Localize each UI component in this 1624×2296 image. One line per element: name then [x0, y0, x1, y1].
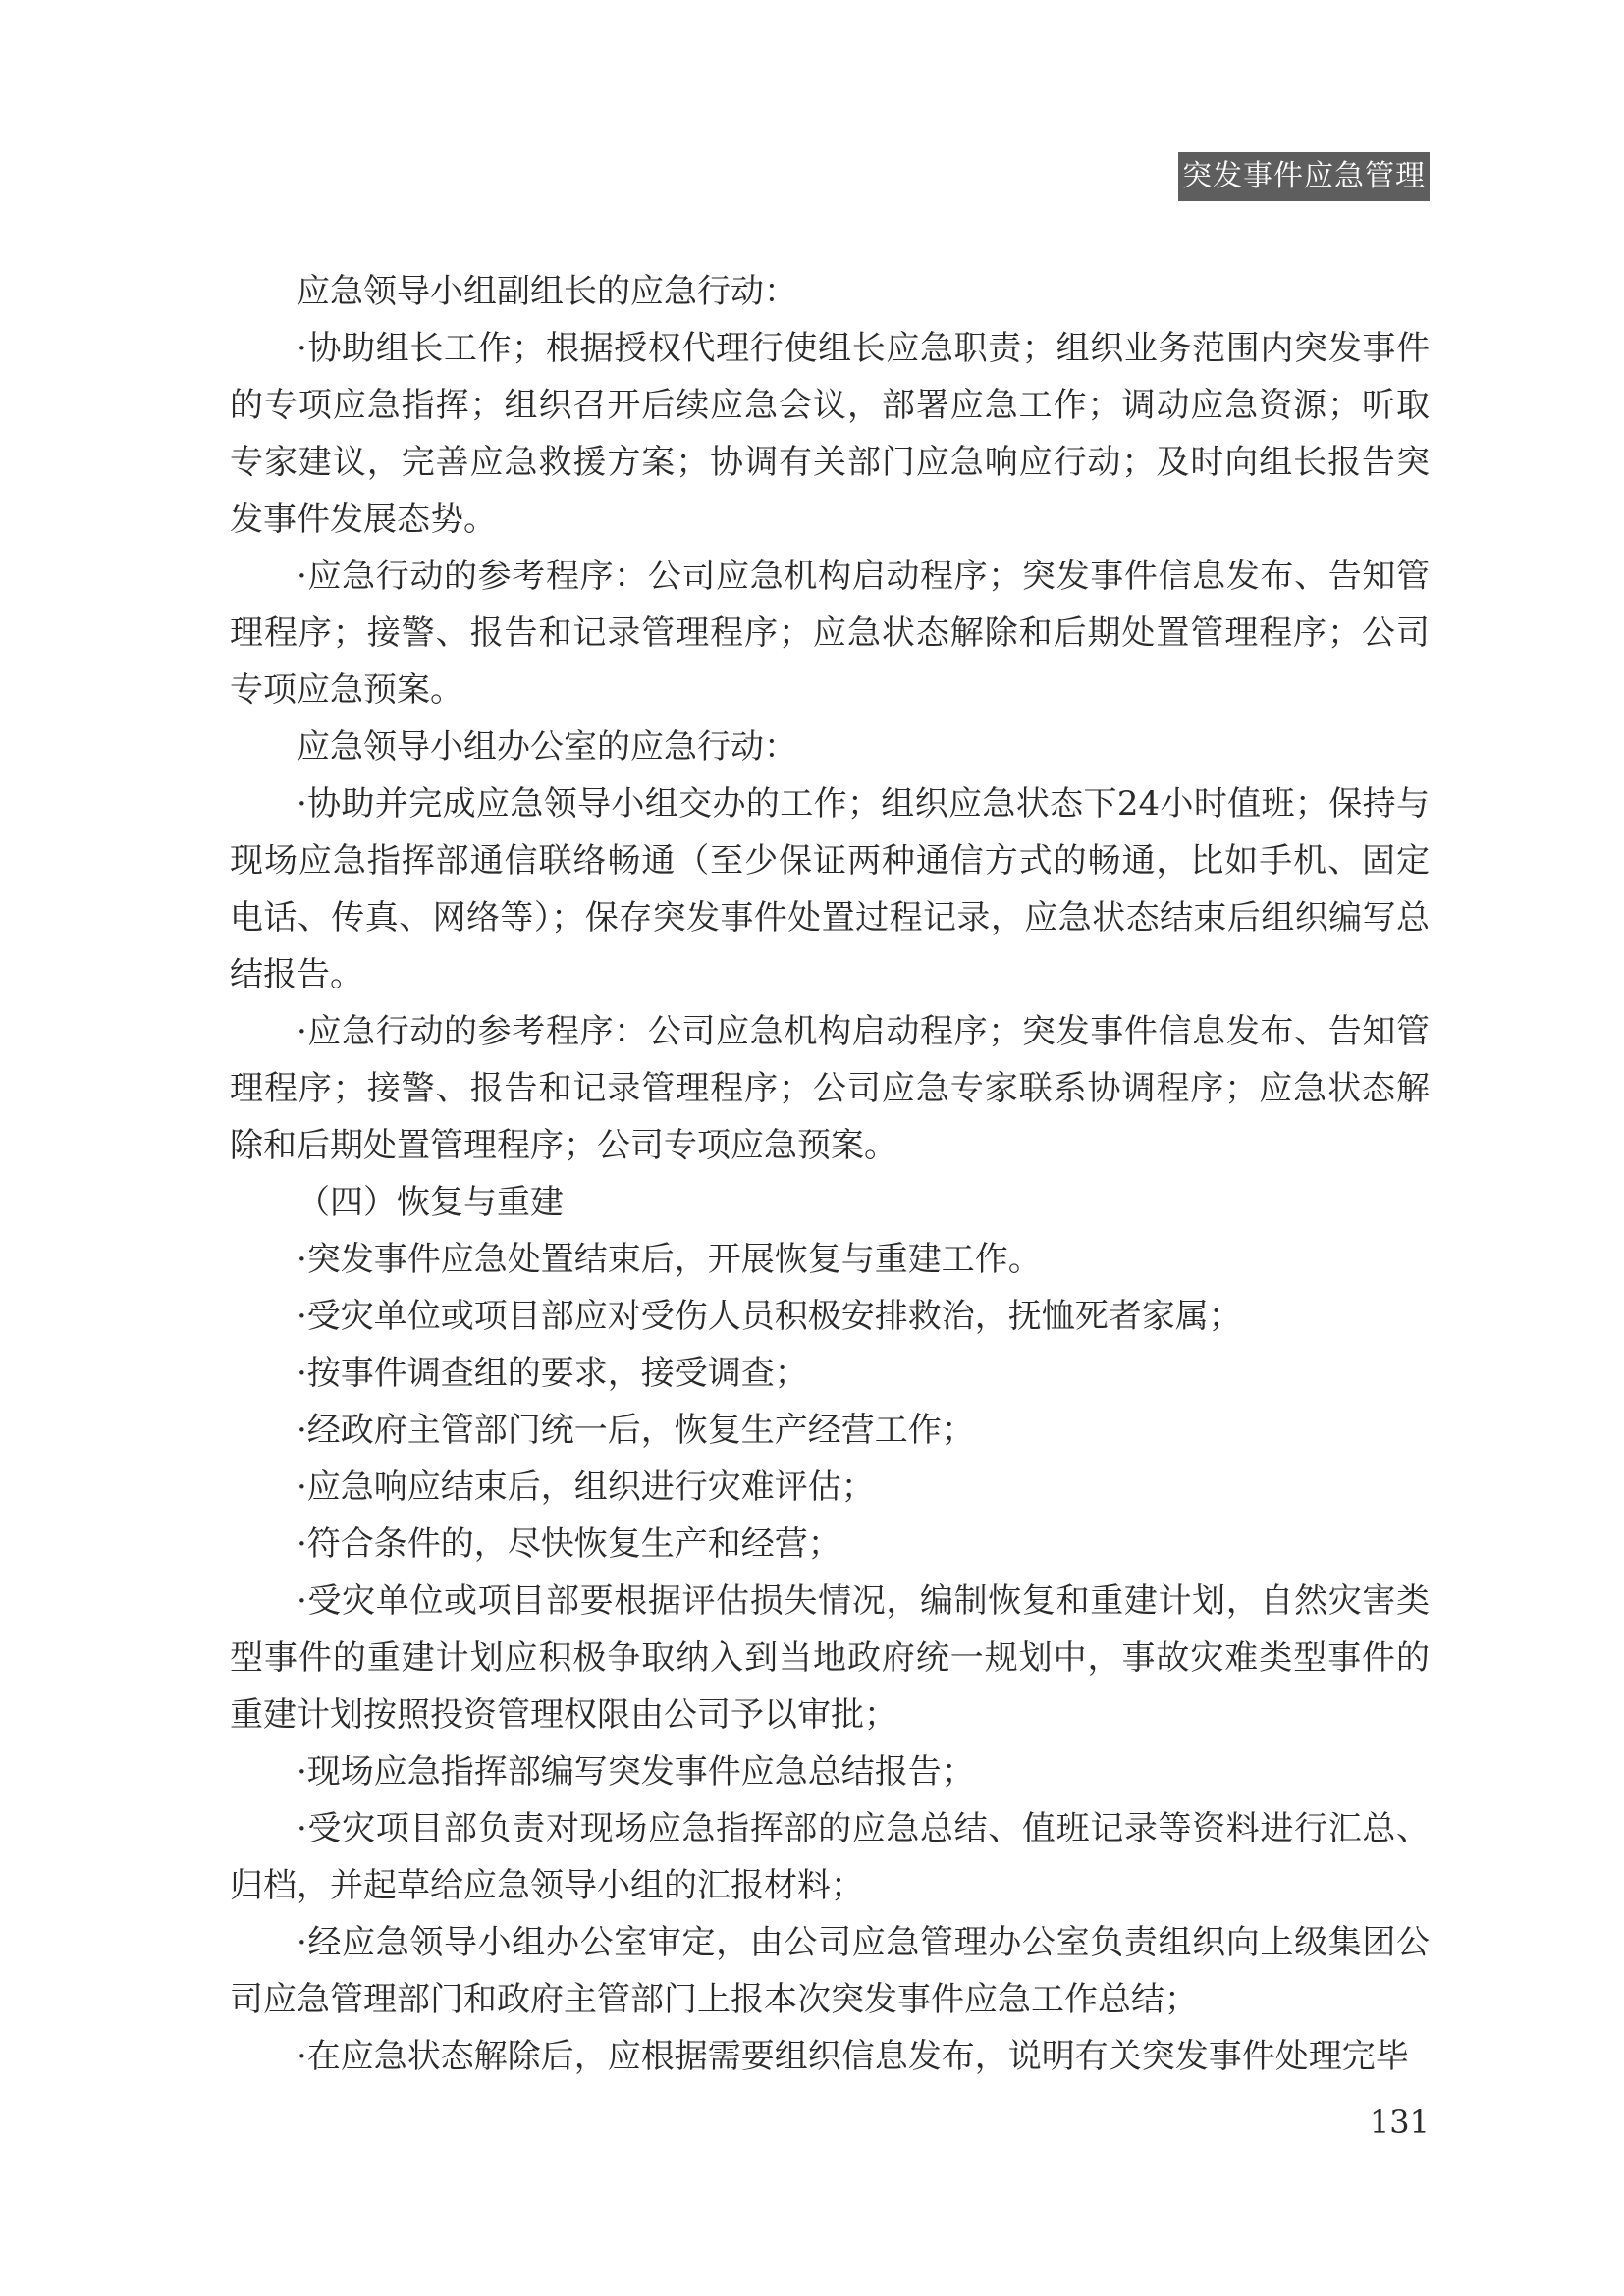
- paragraph: ·受灾单位或项目部应对受伤人员积极安排救治，抚恤死者家属；: [297, 1297, 1242, 1336]
- paragraph: ·受灾项目部负责对现场应急指挥部的应急总结、值班记录等资料进行汇总、归档，并起草给应急领导小组的汇报材料；: [230, 1809, 1430, 1905]
- paragraph: ·协助组长工作；根据授权代理行使组长应急职责；组织业务范围内突发事件的专项应急指挥；组织召开后续应急会议，部署应急工作；调动应急资源；听取专家建议，完善应急救援方案；协调有关部门应急响应行动；及时向组长报告突发事件发展态势。: [230, 329, 1430, 539]
- paragraph: ·突发事件应急处置结束后，开展恢复与重建工作。: [297, 1240, 1042, 1279]
- paragraph: ·应急响应结束后，组织进行灾难评估；: [297, 1468, 875, 1507]
- paragraph: ·受灾单位或项目部要根据评估损失情况，编制恢复和重建计划，自然灾害类型事件的重建计划应积极争取纳入到当地政府统一规划中，事故灾难类型事件的重建计划按照投资管理权限由公司予以审批；: [230, 1581, 1430, 1735]
- paragraph: ·协助并完成应急领导小组交办的工作；组织应急状态下24小时值班；保持与现场应急指挥部通信联络畅通（至少保证两种通信方式的畅通，比如手机、固定电话、传真、网络等）；保存突发事件处置过程记录，应急状态结束后组织编写总结报告。: [230, 784, 1430, 994]
- subsection-heading: （四）恢复与重建: [297, 1183, 564, 1222]
- paragraph: 应急领导小组办公室的应急行动：: [297, 727, 797, 767]
- paragraph: 应急领导小组副组长的应急行动：: [297, 272, 797, 311]
- paragraph: ·按事件调查组的要求，接受调查；: [297, 1354, 808, 1393]
- page-number: 131: [1369, 2104, 1430, 2141]
- paragraph: ·应急行动的参考程序：公司应急机构启动程序；突发事件信息发布、告知管理程序；接警、报告和记录管理程序；应急状态解除和后期处置管理程序；公司专项应急预案。: [230, 557, 1430, 710]
- paragraph: ·在应急状态解除后，应根据需要组织信息发布，说明有关突发事件处理完毕: [297, 2037, 1409, 2076]
- paragraph: ·经应急领导小组办公室审定，由公司应急管理办公室负责组织向上级集团公司应急管理部门和政府主管部门上报本次突发事件应急工作总结；: [230, 1923, 1430, 2019]
- page-body: [230, 263, 1430, 2085]
- paragraph: ·应急行动的参考程序：公司应急机构启动程序；突发事件信息发布、告知管理程序；接警、报告和记录管理程序；公司应急专家联系协调程序；应急状态解除和后期处置管理程序；公司专项应急预案。: [230, 1012, 1430, 1165]
- paragraph: ·现场应急指挥部编写突发事件应急总结报告；: [297, 1752, 975, 1791]
- paragraph: ·符合条件的，尽快恢复生产和经营；: [297, 1524, 841, 1564]
- section-title-tag: 突发事件应急管理: [1178, 152, 1430, 201]
- paragraph: ·经政府主管部门统一后，恢复生产经营工作；: [297, 1411, 975, 1450]
